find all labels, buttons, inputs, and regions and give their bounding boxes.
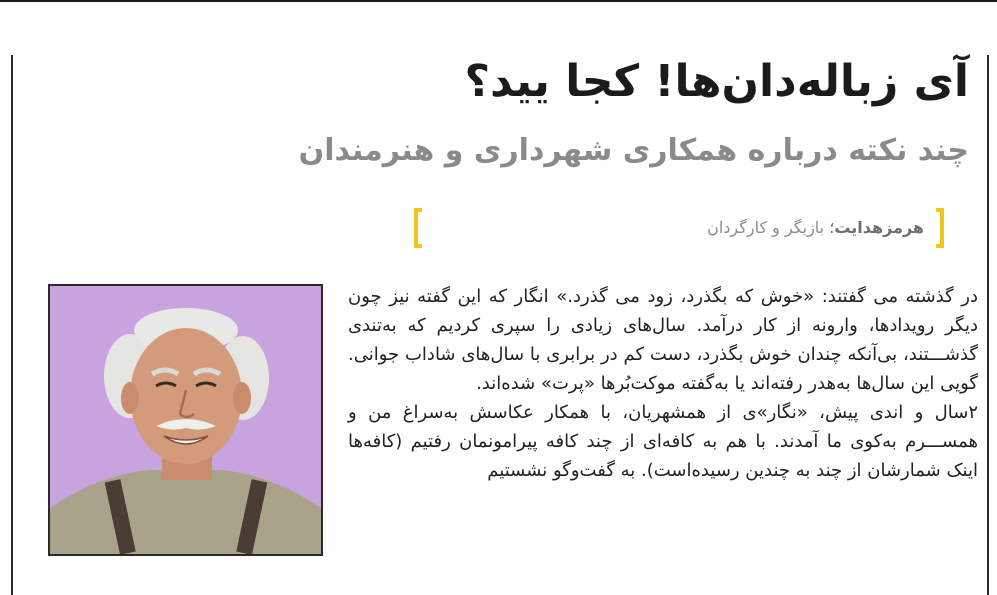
byline-role: بازیگر و کارگردان bbox=[707, 218, 825, 237]
article-subtitle: چند نکته درباره همکاری شهرداری و هنرمندان bbox=[298, 133, 969, 168]
byline-text bbox=[707, 208, 924, 248]
article-paragraph: در گذشته می گفتند: «خوش که بگذرد، زود می گذرد.» انگار که این گفته نیز چون دیگر رویدادها، وارونه از کار درآمد. سال‌های زیادی را سپری کردیم که به‌تندی گذشـــتند، بی‌آنکه چندان خوش بگذرد، دست کم در برابری با سال‌های شاداب جوانی. گویی این سال‌ها به‌هدر رفته‌اند یا به‌گفته موکت‌بُرها «پرت» شده‌اند. bbox=[348, 286, 978, 394]
column-rule-left bbox=[11, 55, 13, 595]
article-paragraph: ۲سال و اندی پیش، «نگار»ی از همشهریان، با همکار عکاسش به‌سراغ من و همســـرم به‌کوی ما آمدند. با هم به کافه‌ای از چند کافه پیرامونمان رفتیم (کافه‌ها اینک شمارشان از چند به چندین رسیده‌است). به گفت‌وگو نشستیم bbox=[348, 402, 978, 481]
byline-separator: ؛ bbox=[829, 218, 835, 237]
author-photo bbox=[48, 284, 323, 556]
byline-bracket-open bbox=[414, 208, 422, 248]
author-portrait-illustration bbox=[50, 286, 321, 554]
article-body bbox=[348, 282, 978, 485]
top-rule bbox=[0, 0, 997, 2]
article-title: آی زباله‌دان‌ها! کجا یید؟ bbox=[464, 56, 969, 107]
byline-author: هرمزهدایت bbox=[834, 218, 924, 237]
column-rule-right bbox=[987, 55, 989, 595]
byline-bracket-close bbox=[936, 208, 944, 248]
byline bbox=[414, 208, 944, 250]
